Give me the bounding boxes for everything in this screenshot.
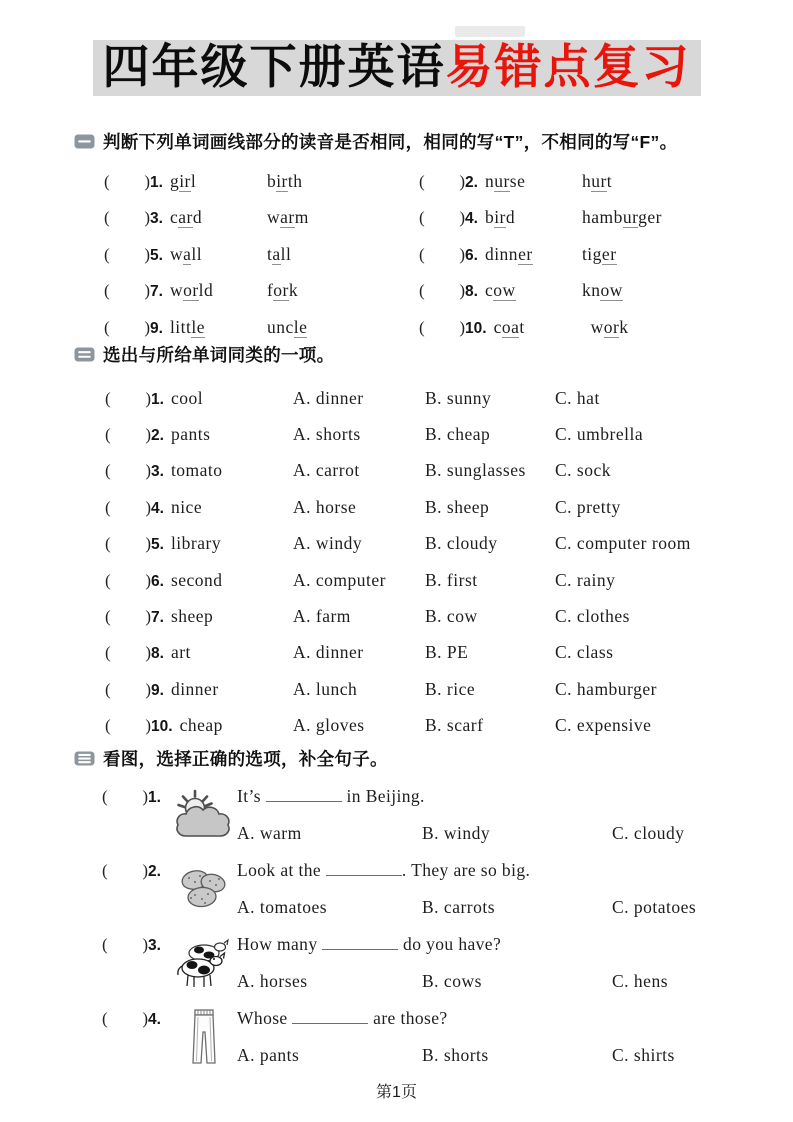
- paren-close-icon: ): [142, 935, 148, 954]
- sound-word-2: hurt: [581, 170, 613, 191]
- paren-open-icon: (: [104, 208, 110, 228]
- sound-pair: [104, 171, 419, 192]
- classify-row: [105, 489, 726, 525]
- option-c[interactable]: C. sock: [555, 460, 611, 481]
- picture-question: [102, 778, 726, 852]
- section-3-number-icon: [74, 751, 95, 766]
- paren-open-icon: (: [105, 425, 111, 445]
- sentence-with-blank: Whose are those?: [237, 1008, 448, 1028]
- underlined-letters: ur: [622, 207, 639, 228]
- paren-close-icon: ): [144, 281, 150, 301]
- sound-pair-row: [104, 163, 726, 200]
- paren-open-icon: (: [105, 534, 111, 554]
- option-a[interactable]: A. carrot: [293, 460, 360, 481]
- option-b[interactable]: B. carrots: [422, 897, 496, 917]
- fill-blank[interactable]: [266, 788, 342, 802]
- classify-row: [105, 635, 726, 671]
- paren-close-icon: ): [145, 643, 151, 663]
- answer-slot[interactable]: [104, 172, 150, 192]
- sound-word-2: uncle: [266, 316, 308, 337]
- given-word: art: [170, 642, 191, 663]
- answer-slot[interactable]: [105, 389, 151, 409]
- section-1-header: [74, 131, 726, 151]
- sound-pair: [419, 280, 726, 301]
- paren-close-icon: ): [145, 570, 151, 590]
- underlined-letters: ur: [494, 170, 510, 191]
- classify-row: [105, 526, 726, 562]
- given-word: pants: [170, 424, 211, 445]
- given-word: cool: [170, 387, 204, 408]
- item-number: 1.: [151, 390, 164, 408]
- paren-open-icon: (: [102, 935, 108, 954]
- item-number: 7.: [150, 283, 163, 301]
- paren-close-icon: ): [145, 497, 151, 517]
- page-title: [93, 40, 701, 96]
- sound-word-1: girl: [169, 170, 197, 191]
- section-1-heading: 判断下列单词画线部分的读音是否相同，相同的写“T”，不相同的写“F”。: [103, 131, 678, 152]
- option-b[interactable]: B. sheep: [425, 496, 490, 517]
- section-3-header: [74, 748, 726, 768]
- sound-word-1: coat: [493, 316, 525, 337]
- fill-blank[interactable]: [322, 936, 398, 950]
- answer-slot[interactable]: [104, 281, 150, 301]
- paren-close-icon: ): [459, 244, 465, 264]
- sound-word-2: hamburger: [581, 207, 662, 228]
- sound-pair-row: [104, 309, 726, 346]
- underlined-letters: ar: [280, 207, 295, 228]
- sentence-with-blank: It’s in Beijing.: [237, 786, 425, 806]
- paren-open-icon: (: [105, 607, 111, 627]
- underlined-letters: er: [601, 243, 617, 264]
- question-cell: [105, 533, 293, 554]
- paren-close-icon: ): [145, 607, 151, 627]
- sound-pair: [419, 207, 726, 228]
- classify-row: [105, 671, 726, 707]
- sound-word-2: fork: [266, 280, 299, 301]
- section-3: [74, 748, 726, 1074]
- picture-questions-list: [102, 778, 726, 1074]
- paren-close-icon: ): [145, 425, 151, 445]
- sound-word-1: little: [169, 316, 206, 337]
- classify-row: [105, 598, 726, 634]
- scan-artifact: [455, 26, 525, 37]
- option-c[interactable]: C. clothes: [555, 606, 630, 627]
- sound-pair: [104, 280, 419, 301]
- item-number: 5.: [151, 536, 164, 554]
- option-c[interactable]: C. potatoes: [612, 897, 697, 917]
- paren-open-icon: (: [105, 388, 111, 408]
- paren-close-icon: ): [144, 317, 150, 337]
- option-a[interactable]: A. warm: [237, 823, 302, 843]
- sound-word-1: wall: [169, 243, 203, 264]
- option-a[interactable]: A. tomatoes: [237, 897, 328, 917]
- sound-pairs-list: [104, 163, 726, 346]
- option-a[interactable]: A. lunch: [293, 678, 358, 699]
- underlined-letters: ow: [493, 280, 516, 301]
- paren-close-icon: ): [145, 679, 151, 699]
- answer-slot[interactable]: [102, 1009, 148, 1029]
- sentence-with-blank: Look at the . They are so big.: [237, 860, 531, 880]
- option-a[interactable]: A. computer: [293, 569, 386, 590]
- answer-slot[interactable]: [419, 281, 465, 301]
- underlined-letters: or: [183, 280, 199, 301]
- paren-open-icon: (: [105, 679, 111, 699]
- paren-open-icon: (: [419, 317, 425, 337]
- paren-open-icon: (: [102, 787, 108, 806]
- option-c[interactable]: C. hens: [612, 971, 668, 991]
- paren-open-icon: (: [105, 461, 111, 481]
- sound-pair: [104, 317, 419, 338]
- answer-slot[interactable]: [105, 571, 151, 591]
- underlined-letters: or: [273, 280, 289, 301]
- paren-open-icon: (: [105, 570, 111, 590]
- option-c[interactable]: C. hat: [555, 387, 600, 408]
- option-a[interactable]: A. shorts: [293, 424, 361, 445]
- paren-open-icon: (: [102, 861, 108, 880]
- paren-open-icon: (: [104, 244, 110, 264]
- option-b[interactable]: B. shorts: [422, 1045, 489, 1065]
- item-number: 6.: [465, 246, 478, 264]
- option-b[interactable]: B. first: [425, 569, 478, 590]
- option-b[interactable]: B. scarf: [425, 715, 484, 736]
- paren-open-icon: (: [105, 716, 111, 736]
- answer-slot[interactable]: [105, 716, 151, 736]
- option-c[interactable]: C. hamburger: [555, 678, 657, 699]
- paren-close-icon: ): [459, 208, 465, 228]
- question-marker: [102, 1000, 170, 1074]
- options-row: [237, 889, 726, 926]
- paren-close-icon: ): [142, 787, 148, 806]
- sound-pair: [419, 171, 726, 192]
- answer-slot[interactable]: [105, 534, 151, 554]
- item-number: 3.: [148, 937, 161, 954]
- question-marker: [102, 778, 170, 852]
- question-cell: [105, 606, 293, 627]
- classify-row: [105, 380, 726, 416]
- option-c[interactable]: C. pretty: [555, 496, 621, 517]
- answer-slot[interactable]: [419, 245, 465, 265]
- underlined-letters: ow: [600, 280, 623, 301]
- underlined-letters: le: [293, 316, 308, 337]
- answer-slot[interactable]: [419, 318, 465, 338]
- answer-slot[interactable]: [104, 208, 150, 228]
- given-word: dinner: [170, 678, 219, 699]
- paren-open-icon: (: [104, 317, 110, 337]
- question-marker: [102, 926, 170, 1000]
- paren-open-icon: (: [419, 171, 425, 191]
- option-a[interactable]: A. horses: [237, 971, 308, 991]
- sound-word-1: dinner: [484, 243, 533, 264]
- question-content: [237, 852, 726, 926]
- item-number: 2.: [151, 427, 164, 445]
- underlined-letters: a: [183, 243, 192, 264]
- answer-slot[interactable]: [104, 245, 150, 265]
- sentence-with-blank: How many do you have?: [237, 934, 502, 954]
- options-row: [237, 1037, 726, 1074]
- underlined-letters: a: [272, 243, 281, 264]
- paren-open-icon: (: [104, 281, 110, 301]
- question-cell: [105, 388, 293, 409]
- question-content: [237, 1000, 726, 1074]
- underlined-letters: er: [518, 243, 533, 264]
- underlined-letters: ir: [179, 170, 191, 191]
- sound-word-2: birth: [266, 170, 303, 191]
- sound-pair: [419, 244, 726, 265]
- option-b[interactable]: B. sunny: [425, 387, 492, 408]
- sound-word-2: tall: [266, 243, 292, 264]
- title-black-text: 四年级下册英语: [102, 40, 446, 93]
- answer-slot[interactable]: [419, 208, 465, 228]
- potatoes-icon: [170, 852, 237, 926]
- paren-open-icon: (: [105, 497, 111, 517]
- item-number: 4.: [151, 499, 164, 517]
- option-a[interactable]: A. horse: [293, 496, 357, 517]
- section-2-heading: 选出与所给单词同类的一项。: [103, 344, 335, 365]
- option-b[interactable]: B. sunglasses: [425, 460, 526, 481]
- underlined-letters: ur: [591, 170, 607, 191]
- item-number: 9.: [150, 319, 163, 337]
- option-b[interactable]: B. rice: [425, 678, 476, 699]
- option-a[interactable]: A. gloves: [293, 715, 365, 736]
- item-number: 8.: [151, 645, 164, 663]
- underlined-letters: oa: [501, 316, 520, 337]
- section-3-heading: 看图，选择正确的选项，补全句子。: [103, 748, 388, 769]
- answer-slot[interactable]: [105, 425, 151, 445]
- question-cell: [105, 460, 293, 481]
- paren-close-icon: ): [144, 244, 150, 264]
- sound-pair: [419, 317, 726, 338]
- sound-pair-row: [104, 236, 726, 273]
- paren-open-icon: (: [104, 171, 110, 191]
- sound-word-1: card: [169, 207, 203, 228]
- paren-close-icon: ): [145, 716, 151, 736]
- title-row: [0, 40, 793, 96]
- item-number: 4.: [465, 210, 478, 228]
- paren-open-icon: (: [105, 643, 111, 663]
- option-a[interactable]: A. windy: [293, 533, 363, 554]
- option-b[interactable]: B. cows: [422, 971, 482, 991]
- answer-slot[interactable]: [105, 461, 151, 481]
- paren-close-icon: ): [145, 534, 151, 554]
- item-number: 6.: [151, 572, 164, 590]
- item-number: 9.: [151, 681, 164, 699]
- answer-slot[interactable]: [102, 861, 148, 881]
- classify-rows-list: [105, 380, 726, 744]
- sound-word-1: bird: [484, 207, 516, 228]
- section-1: [74, 131, 726, 346]
- question-content: [237, 926, 726, 1000]
- paren-open-icon: (: [419, 244, 425, 264]
- section-2-number-icon: [74, 347, 95, 362]
- answer-slot[interactable]: [105, 643, 151, 663]
- sound-word-2: work: [590, 316, 629, 337]
- cows-icon: [170, 926, 237, 1000]
- page-number: 第1页: [376, 1084, 417, 1101]
- paren-open-icon: (: [102, 1009, 108, 1028]
- underlined-letters: ir: [276, 170, 288, 191]
- sound-pair: [104, 207, 419, 228]
- sun-cloud-icon: [170, 778, 237, 852]
- question-marker: [102, 852, 170, 926]
- answer-slot[interactable]: [419, 172, 465, 192]
- section-1-number-icon: [74, 134, 95, 149]
- given-word: tomato: [170, 460, 223, 481]
- picture-question: [102, 926, 726, 1000]
- question-cell: [105, 570, 293, 591]
- question-cell: [105, 679, 293, 700]
- item-number: 1.: [148, 789, 161, 806]
- paren-close-icon: ): [145, 461, 151, 481]
- paren-close-icon: ): [145, 388, 151, 408]
- paren-close-icon: ): [144, 171, 150, 191]
- option-c[interactable]: C. rainy: [555, 569, 616, 590]
- answer-slot[interactable]: [102, 787, 148, 807]
- item-number: 5.: [150, 246, 163, 264]
- option-c[interactable]: C. expensive: [555, 715, 652, 736]
- options-row: [237, 815, 726, 852]
- sound-word-2: warm: [266, 207, 309, 228]
- question-cell: [105, 715, 293, 736]
- section-2: [74, 344, 726, 744]
- answer-slot[interactable]: [105, 607, 151, 627]
- option-b[interactable]: B. cloudy: [425, 533, 498, 554]
- option-c[interactable]: C. class: [555, 642, 614, 663]
- answer-slot[interactable]: [104, 318, 150, 338]
- paren-open-icon: (: [419, 208, 425, 228]
- question-cell: [105, 642, 293, 663]
- sound-word-2: tiger: [581, 243, 617, 264]
- paren-close-icon: ): [459, 171, 465, 191]
- option-a[interactable]: A. dinner: [293, 387, 364, 408]
- option-a[interactable]: A. farm: [293, 606, 351, 627]
- item-number: 2.: [148, 863, 161, 880]
- option-c[interactable]: C. computer room: [555, 533, 691, 554]
- given-word: sheep: [170, 606, 214, 627]
- option-c[interactable]: C. cloudy: [612, 823, 685, 843]
- option-b[interactable]: B. cheap: [425, 424, 491, 445]
- option-b[interactable]: B. PE: [425, 642, 469, 663]
- item-number: 7.: [151, 609, 164, 627]
- sound-word-1: cow: [484, 280, 516, 301]
- fill-blank[interactable]: [326, 862, 402, 876]
- section-2-header: [74, 344, 726, 364]
- option-c[interactable]: C. umbrella: [555, 424, 644, 445]
- answer-slot[interactable]: [102, 935, 148, 955]
- option-a[interactable]: A. dinner: [293, 642, 364, 663]
- underlined-letters: or: [603, 316, 620, 337]
- sound-pair-row: [104, 200, 726, 237]
- underlined-letters: ar: [178, 207, 193, 228]
- classify-row: [105, 708, 726, 744]
- given-word: second: [170, 569, 223, 590]
- sound-word-1: nurse: [484, 170, 526, 191]
- pants-icon: [170, 1000, 237, 1074]
- sound-word-1: world: [169, 280, 214, 301]
- given-word: cheap: [179, 715, 223, 736]
- paren-close-icon: ): [459, 281, 465, 301]
- picture-question: [102, 852, 726, 926]
- paren-close-icon: ): [142, 861, 148, 880]
- paren-open-icon: (: [419, 281, 425, 301]
- item-number: 4.: [148, 1011, 161, 1028]
- question-cell: [105, 497, 293, 518]
- paren-close-icon: ): [459, 317, 465, 337]
- classify-row: [105, 416, 726, 452]
- underlined-letters: le: [191, 316, 206, 337]
- item-number: 10.: [465, 319, 487, 337]
- paren-close-icon: ): [144, 208, 150, 228]
- question-content: [237, 778, 726, 852]
- sound-pair-row: [104, 273, 726, 310]
- options-row: [237, 963, 726, 1000]
- answer-slot[interactable]: [105, 680, 151, 700]
- picture-question: [102, 1000, 726, 1074]
- classify-row: [105, 453, 726, 489]
- classify-row: [105, 562, 726, 598]
- underlined-letters: ir: [494, 207, 506, 228]
- sound-word-2: know: [581, 280, 623, 301]
- item-number: 10.: [151, 718, 173, 736]
- item-number: 1.: [150, 173, 163, 191]
- fill-blank[interactable]: [292, 1010, 368, 1024]
- sound-pair: [104, 244, 419, 265]
- option-b[interactable]: B. cow: [425, 606, 478, 627]
- option-b[interactable]: B. windy: [422, 823, 491, 843]
- option-c[interactable]: C. shirts: [612, 1045, 675, 1065]
- given-word: nice: [170, 496, 203, 517]
- paren-close-icon: ): [142, 1009, 148, 1028]
- title-red-text: 易错点复习: [445, 40, 691, 93]
- option-a[interactable]: A. pants: [237, 1045, 300, 1065]
- given-word: library: [170, 533, 222, 554]
- item-number: 8.: [465, 283, 478, 301]
- item-number: 3.: [151, 463, 164, 481]
- question-cell: [105, 424, 293, 445]
- item-number: 2.: [465, 173, 478, 191]
- answer-slot[interactable]: [105, 498, 151, 518]
- item-number: 3.: [150, 210, 163, 228]
